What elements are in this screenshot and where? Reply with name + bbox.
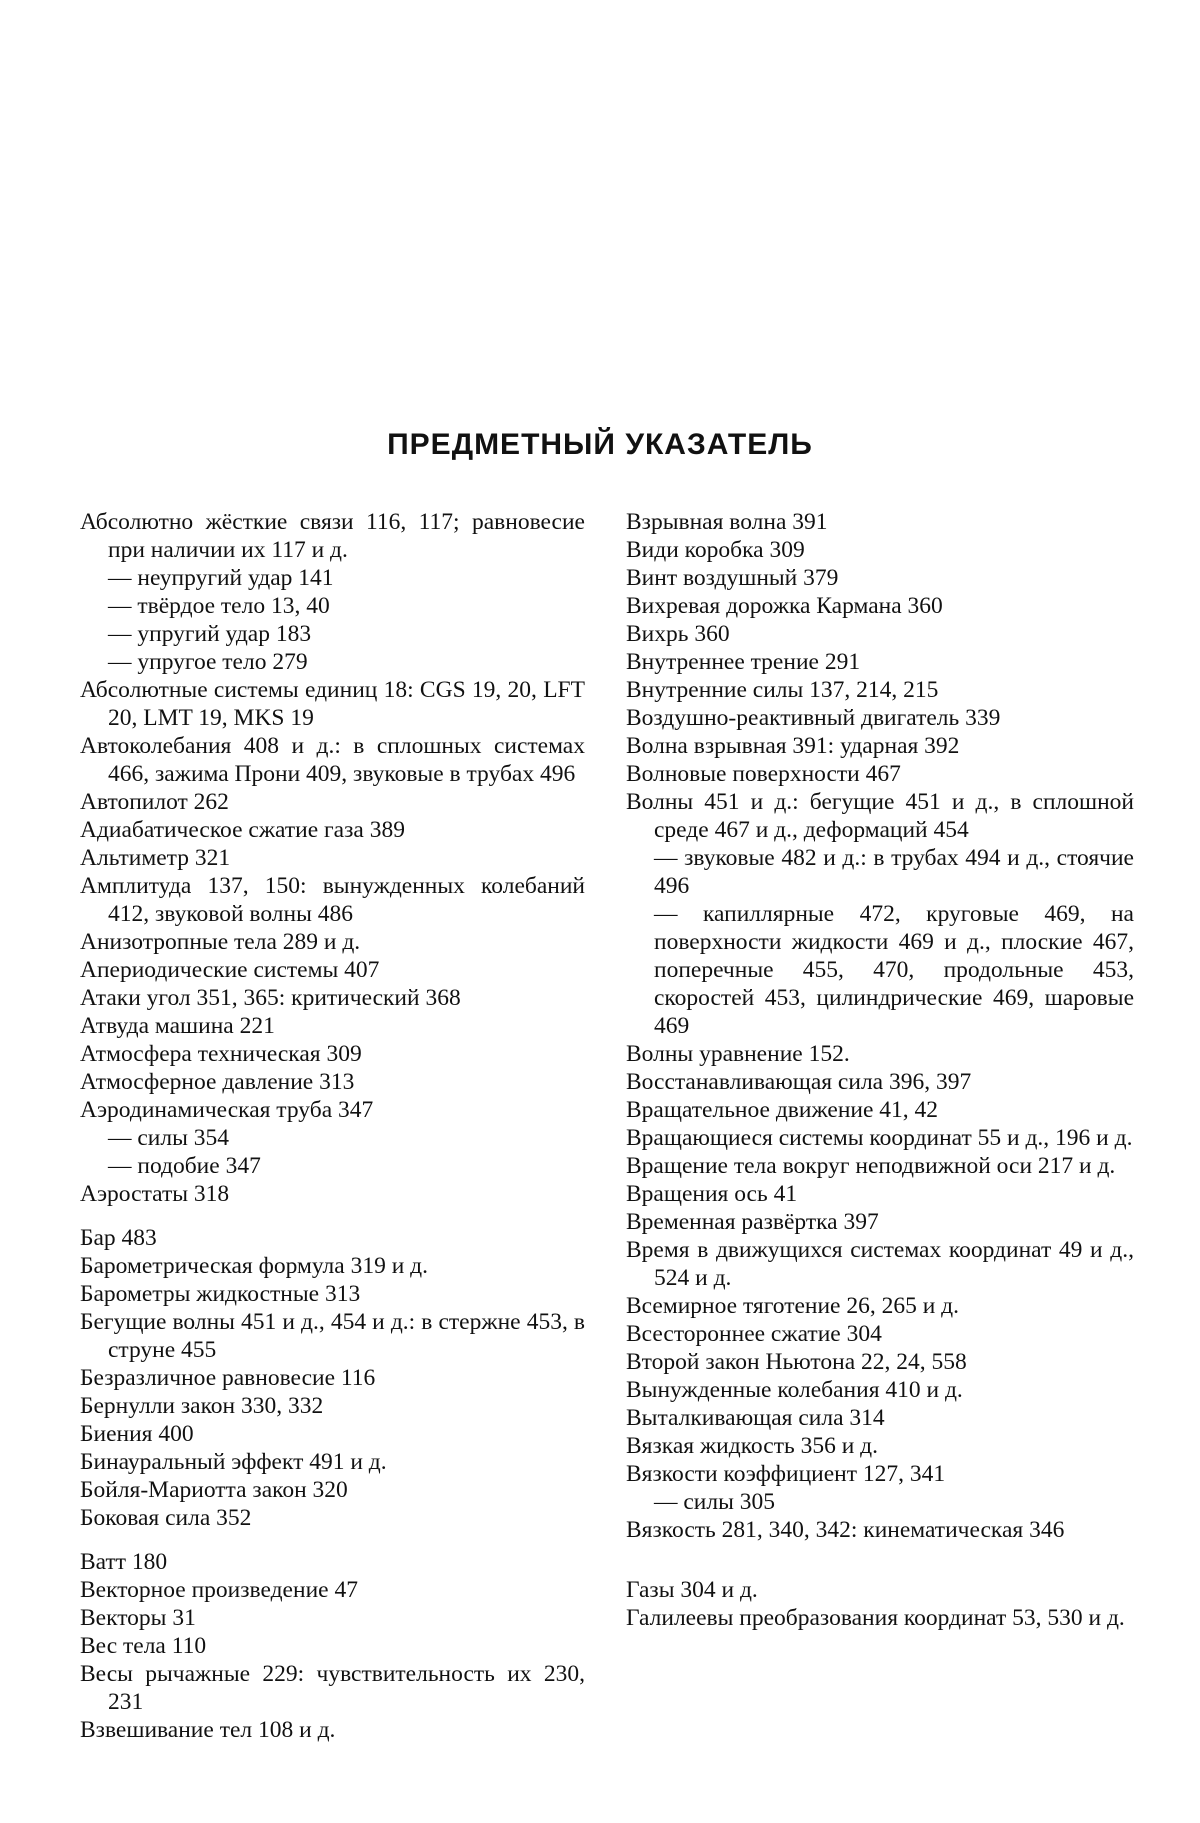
index-entry: Бинауральный эффект 491 и д. — [80, 1449, 387, 1475]
index-entry: Вращательное движение 41, 42 — [626, 1097, 939, 1123]
index-entry: Барометры жидкостные 313 — [80, 1281, 361, 1307]
group-gap — [626, 1544, 1134, 1560]
index-entry: Выталкивающая сила 314 — [626, 1405, 885, 1431]
index-entry: Ватт 180 — [80, 1549, 168, 1575]
index-entry: Вес тела 110 — [80, 1633, 207, 1659]
group-gap — [626, 1560, 1134, 1576]
index-entry: Второй закон Ньютона 22, 24, 558 — [626, 1349, 967, 1375]
index-subentry: — упругое тело 279 — [108, 649, 308, 675]
index-entry: Безразличное равновесие 116 — [80, 1365, 376, 1391]
index-entry: Атмосферное давление 313 — [80, 1069, 355, 1095]
index-entry: Воздушно-реактивный двигатель 339 — [626, 705, 1001, 731]
index-entry: Вязкости коэффициент 127, 341 — [626, 1461, 946, 1487]
index-entry: Взвешивание тел 108 и д. — [80, 1717, 336, 1743]
index-subentry: — твёрдое тело 13, 40 — [108, 593, 330, 619]
index-entry: Вынужденные колебания 410 и д. — [626, 1377, 963, 1403]
index-entry: Волновые поверхности 467 — [626, 761, 901, 787]
index-entry: Газы 304 и д. — [626, 1577, 758, 1603]
index-entry: Атвуда машина 221 — [80, 1013, 275, 1039]
index-entry: Галилеевы преобразования координат 53, 530 и д. — [626, 1605, 1125, 1631]
index-entry: Автопилот 262 — [80, 789, 229, 815]
index-entry: Вращающиеся системы координат 55 и д., 196 и д. — [626, 1125, 1133, 1151]
index-column-right — [626, 508, 1134, 1632]
index-entry: Адиабатическое сжатие газа 389 — [80, 817, 405, 843]
index-entry: Апериодические системы 407 — [80, 957, 380, 983]
index-entry: Види коробка 309 — [626, 537, 805, 563]
index-entry: Альтиметр 321 — [80, 845, 231, 871]
index-entry: Аэродинамическая труба 347 — [80, 1097, 374, 1123]
index-entry: Всестороннее сжатие 304 — [626, 1321, 882, 1347]
index-entry: Вихрь 360 — [626, 621, 730, 647]
index-entry: Атмосфера техническая 309 — [80, 1041, 362, 1067]
index-entry: Автоколебания 408 и д.: в сплошных системах 466, зажима Прони 409, звуковые в трубах 496 — [80, 733, 585, 787]
index-entry: Бойля-Мариотта закон 320 — [80, 1477, 348, 1503]
index-entry: Вязкая жидкость 356 и д. — [626, 1433, 878, 1459]
group-gap — [80, 1208, 585, 1224]
index-subentry: — упругий удар 183 — [108, 621, 312, 647]
index-entry: Бернулли закон 330, 332 — [80, 1393, 324, 1419]
index-entry: Амплитуда 137, 150: вынужденных колебаний 412, звуковой волны 486 — [80, 873, 585, 927]
index-entry: Вращение тела вокруг неподвижной оси 217 и д. — [626, 1153, 1116, 1179]
index-entry: Векторное произведение 47 — [80, 1577, 358, 1603]
index-entry: Временная развёртка 397 — [626, 1209, 879, 1235]
index-entry: Вращения ось 41 — [626, 1181, 798, 1207]
group-gap — [80, 1532, 585, 1548]
index-entry: Абсолютные системы единиц 18: CGS 19, 20, LFT 20, LMT 19, MKS 19 — [80, 677, 585, 731]
index-entry: Внутреннее трение 291 — [626, 649, 861, 675]
index-subentry: — капиллярные 472, круговые 469, на поверхности жидкости 469 и д., плоские 467, поперечные 455, 470, продольные 453, скоростей 453, цилиндрические 469, шаровые 469 — [654, 901, 1134, 1039]
index-entry: Атаки угол 351, 365: критический 368 — [80, 985, 461, 1011]
index-entry: Восстанавливающая сила 396, 397 — [626, 1069, 972, 1095]
index-subentry: — звуковые 482 и д.: в трубах 494 и д., стоячие 496 — [654, 845, 1134, 899]
index-entry: Боковая сила 352 — [80, 1505, 252, 1531]
index-subentry: — подобие 347 — [108, 1153, 261, 1179]
index-entry: Время в движущихся системах координат 49 и д., 524 и д. — [626, 1237, 1134, 1291]
index-entry: Вихревая дорожка Кармана 360 — [626, 593, 943, 619]
index-entry: Бар 483 — [80, 1225, 157, 1251]
index-entry: Волна взрывная 391: ударная 392 — [626, 733, 960, 759]
index-entry: Взрывная волна 391 — [626, 509, 828, 535]
index-subentry: — силы 305 — [654, 1489, 776, 1515]
index-column-left — [80, 508, 585, 1744]
index-entry: Весы рычажные 229: чувствительность их 230, 231 — [80, 1661, 585, 1715]
page-title: ПРЕДМЕТНЫЙ УКАЗАТЕЛЬ — [387, 428, 813, 461]
index-entry: Барометрическая формула 319 и д. — [80, 1253, 429, 1279]
index-entry: Биения 400 — [80, 1421, 194, 1447]
index-entry: Винт воздушный 379 — [626, 565, 839, 591]
index-entry: Вязкость 281, 340, 342: кинематическая 346 — [626, 1517, 1065, 1543]
index-entry: Векторы 31 — [80, 1605, 196, 1631]
index-subentry: — неупругий удар 141 — [108, 565, 334, 591]
index-entry: Волны 451 и д.: бегущие 451 и д., в сплошной среде 467 и д., деформаций 454 — [626, 789, 1134, 843]
index-entry: Всемирное тяготение 26, 265 и д. — [626, 1293, 960, 1319]
index-subentry: — силы 354 — [108, 1125, 230, 1151]
index-entry: Волны уравнение 152. — [626, 1041, 850, 1067]
index-entry: Внутренние силы 137, 214, 215 — [626, 677, 939, 703]
index-entry: Анизотропные тела 289 и д. — [80, 929, 361, 955]
index-entry: Аэростаты 318 — [80, 1181, 230, 1207]
index-entry: Бегущие волны 451 и д., 454 и д.: в стержне 453, в струне 455 — [80, 1309, 585, 1363]
index-entry: Абсолютно жёсткие связи 116, 117; равновесие при наличии их 117 и д. — [80, 509, 585, 563]
